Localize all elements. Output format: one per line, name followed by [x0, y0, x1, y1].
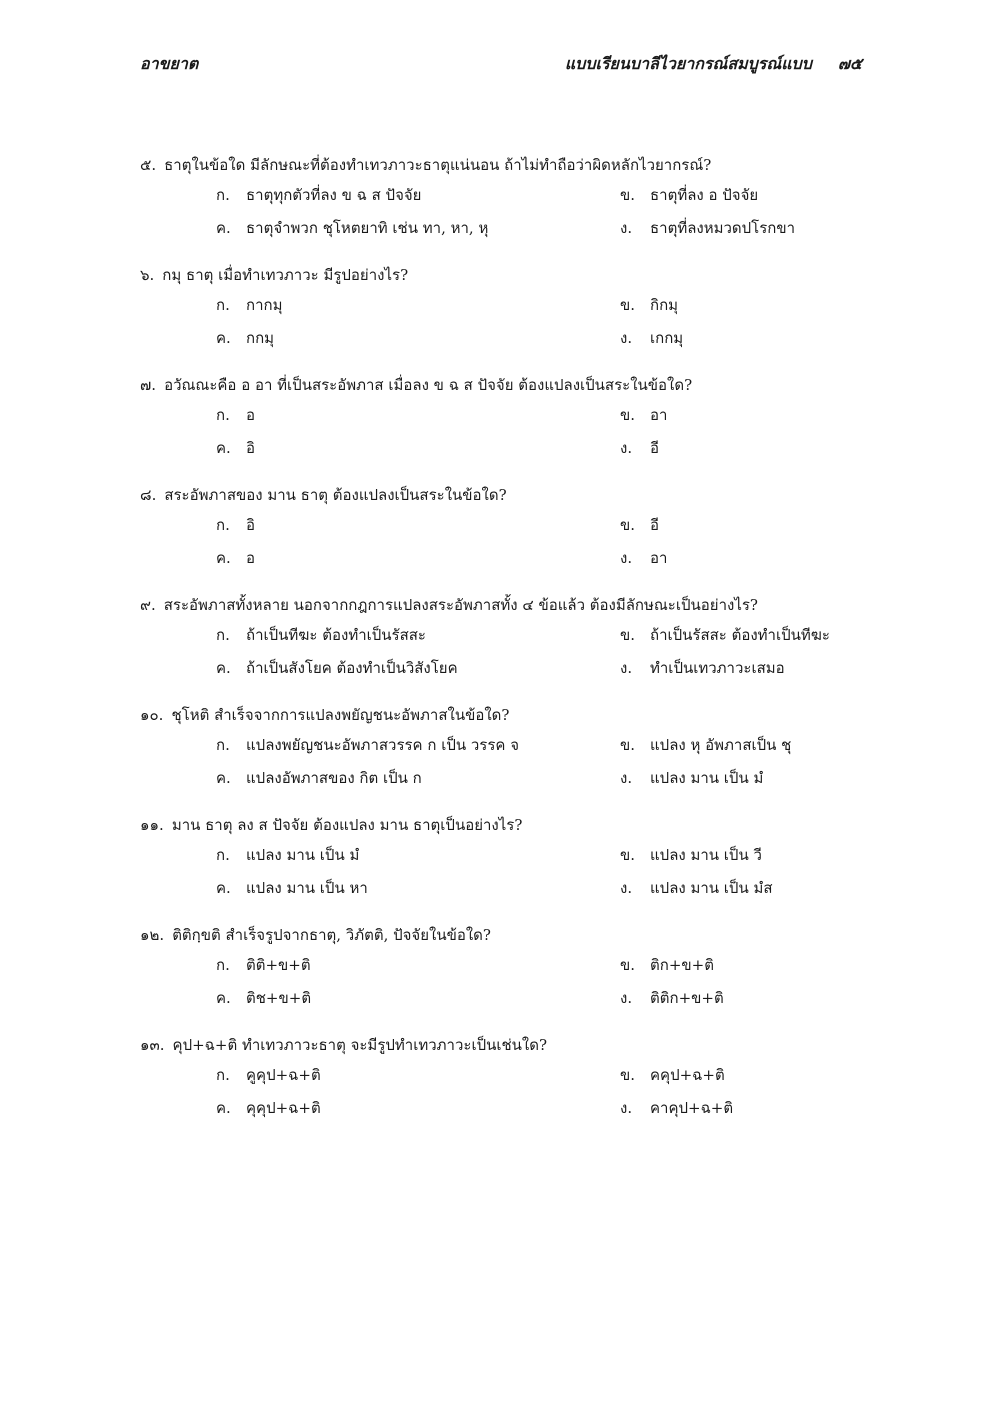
answer-option — [620, 403, 667, 427]
running-head — [565, 52, 862, 77]
option-text: ถ้าเป็นรัสสะ ต้องทำเป็นทีฆะ — [650, 626, 830, 644]
answer-option — [216, 733, 519, 757]
option-text: คุคุป+ฉ+ติ — [246, 1099, 321, 1117]
option-label: ง. — [620, 989, 633, 1007]
option-label: ง. — [620, 659, 633, 677]
answer-option — [620, 766, 763, 790]
answer-option — [216, 986, 311, 1010]
question-list — [140, 150, 870, 1140]
question-line — [140, 920, 870, 950]
option-label: ข. — [620, 296, 636, 314]
option-label: ง. — [620, 439, 633, 457]
option-text: ธาตุที่ลงหมวดปโรกขา — [650, 219, 796, 237]
option-text: ธาตุที่ลง อ ปัจจัย — [650, 186, 759, 204]
option-label: ก. — [216, 956, 230, 974]
answer-option — [216, 293, 282, 317]
option-label: ก. — [216, 846, 230, 864]
answer-option — [216, 843, 359, 867]
option-label: ก. — [216, 406, 230, 424]
option-label: ค. — [216, 769, 231, 787]
option-text: ธาตุทุกตัวที่ลง ข ฉ ส ปัจจัย — [246, 186, 422, 204]
option-row — [140, 1093, 870, 1126]
option-text: กากมุ — [246, 296, 283, 314]
question-number: ๑๓. — [140, 1036, 165, 1054]
question-number: ๗. — [140, 376, 157, 394]
answer-option — [216, 656, 458, 680]
question-text: คุป+ฉ+ติ ทำเทวภาวะธาตุ จะมีรูปทำเทวภาวะเป็นเช่นใด? — [172, 1036, 548, 1054]
question-text: ธาตุในข้อใด มีลักษณะที่ต้องทำเทวภาวะธาตุแน่นอน ถ้าไม่ทำถือว่าผิดหลักไวยากรณ์? — [164, 156, 712, 174]
option-row — [140, 653, 870, 686]
option-label: ก. — [216, 296, 230, 314]
question-text: ติติกฺขติ สำเร็จรูปจากธาตุ, วิภัตติ, ปัจจัยในข้อใด? — [172, 926, 491, 944]
option-row — [140, 323, 870, 356]
option-text: อิ — [246, 439, 256, 457]
answer-option — [216, 183, 421, 207]
option-text: กกมุ — [246, 329, 275, 347]
option-text: คูคุป+ฉ+ติ — [246, 1066, 321, 1084]
question-item — [140, 810, 870, 906]
answer-option — [216, 766, 422, 790]
option-text: ทำเป็นเทวภาวะเสมอ — [650, 659, 785, 677]
option-text: แปลง มาน เป็น มํ — [650, 769, 764, 787]
option-label: ข. — [620, 516, 636, 534]
option-label: ง. — [620, 549, 633, 567]
question-line — [140, 260, 870, 290]
option-text: อ — [246, 549, 256, 567]
option-label: ง. — [620, 769, 633, 787]
option-text: ถ้าเป็นสังโยค ต้องทำเป็นวิสังโยค — [246, 659, 458, 677]
answer-option — [620, 1063, 725, 1087]
question-item — [140, 260, 870, 356]
option-label: ค. — [216, 659, 231, 677]
option-label: ค. — [216, 439, 231, 457]
option-text: ติติก+ข+ติ — [650, 989, 724, 1007]
answer-option — [620, 986, 724, 1010]
answer-option — [216, 1063, 321, 1087]
option-text: แปลงอัพภาสของ กิต เป็น ก — [246, 769, 422, 787]
option-text: ธาตุจำพวก ชุโหตยาทิ เช่น ทา, หา, หุ — [246, 219, 489, 237]
option-text: แปลง มาน เป็น มํส — [650, 879, 773, 897]
option-text: เกกมุ — [650, 329, 684, 347]
question-text: ชุโหติ สำเร็จจากการแปลงพยัญชนะอัพภาสในข้อใด? — [171, 706, 510, 724]
option-text: แปลง มาน เป็น มํ — [246, 846, 360, 864]
option-row — [140, 543, 870, 576]
option-label: ง. — [620, 219, 633, 237]
chapter-title: อาขยาต — [140, 54, 199, 73]
question-line — [140, 370, 870, 400]
question-item — [140, 150, 870, 246]
question-text: กมุ ธาตุ เมื่อทำเทวภาวะ มีรูปอย่างไร? — [162, 266, 409, 284]
option-label: ง. — [620, 879, 633, 897]
option-text: คาคุป+ฉ+ติ — [650, 1099, 734, 1117]
answer-option — [620, 216, 795, 240]
answer-option — [216, 513, 255, 537]
option-label: ก. — [216, 1066, 230, 1084]
answer-option — [620, 326, 683, 350]
answer-option — [216, 326, 274, 350]
option-row — [140, 290, 870, 323]
option-row — [140, 873, 870, 906]
option-label: ค. — [216, 989, 231, 1007]
option-label: ข. — [620, 406, 636, 424]
option-text: อี — [650, 516, 660, 534]
option-text: อา — [650, 549, 668, 567]
option-row — [140, 510, 870, 543]
question-item — [140, 480, 870, 576]
question-number: ๘. — [140, 486, 157, 504]
option-label: ค. — [216, 219, 231, 237]
question-line — [140, 480, 870, 510]
option-row — [140, 433, 870, 466]
option-label: ข. — [620, 846, 636, 864]
question-text: มาน ธาตุ ลง ส ปัจจัย ต้องแปลง มาน ธาตุเป็นอย่างไร? — [171, 816, 523, 834]
answer-option — [620, 843, 762, 867]
option-text: แปลง หุ อัพภาสเป็น ชุ — [650, 736, 792, 754]
answer-option — [620, 1096, 733, 1120]
answer-option — [216, 436, 255, 460]
option-label: ก. — [216, 186, 230, 204]
option-row — [140, 180, 870, 213]
answer-option — [620, 513, 659, 537]
page-header — [140, 52, 862, 80]
answer-option — [620, 293, 678, 317]
answer-option — [620, 436, 659, 460]
option-row — [140, 983, 870, 1016]
option-row — [140, 840, 870, 873]
answer-option — [620, 656, 785, 680]
answer-option — [620, 876, 773, 900]
question-item — [140, 1030, 870, 1126]
answer-option — [620, 623, 830, 647]
question-item — [140, 590, 870, 686]
option-text: กิกมุ — [650, 296, 679, 314]
answer-option — [216, 403, 255, 427]
option-label: ค. — [216, 1099, 231, 1117]
option-text: ติติ+ข+ติ — [246, 956, 311, 974]
option-row — [140, 730, 870, 763]
option-label: ค. — [216, 879, 231, 897]
option-text: ติก+ข+ติ — [650, 956, 714, 974]
option-row — [140, 950, 870, 983]
question-line — [140, 810, 870, 840]
option-label: ง. — [620, 1099, 633, 1117]
option-label: ข. — [620, 186, 636, 204]
page-number: ๗๕ — [837, 54, 862, 73]
question-text: อวัณณะคือ อ อา ที่เป็นสระอัพภาส เมื่อลง ข ฉ ส ปัจจัย ต้องแปลงเป็นสระในข้อใด? — [164, 376, 693, 394]
option-text: อ — [246, 406, 256, 424]
question-number: ๑๑. — [140, 816, 164, 834]
question-text: สระอัพภาสของ มาน ธาตุ ต้องแปลงเป็นสระในข้อใด? — [164, 486, 507, 504]
option-text: อิ — [246, 516, 256, 534]
option-text: แปลงพยัญชนะอัพภาสวรรค ก เป็น วรรค จ — [246, 736, 520, 754]
answer-option — [620, 953, 714, 977]
option-text: อา — [650, 406, 668, 424]
option-label: ข. — [620, 956, 636, 974]
option-row — [140, 213, 870, 246]
option-label: ข. — [620, 736, 636, 754]
question-item — [140, 700, 870, 796]
option-label: ก. — [216, 626, 230, 644]
question-line — [140, 1030, 870, 1060]
question-number: ๕. — [140, 156, 157, 174]
question-number: ๑๒. — [140, 926, 165, 944]
question-number: ๖. — [140, 266, 155, 284]
option-label: ง. — [620, 329, 633, 347]
answer-option — [620, 546, 667, 570]
answer-option — [216, 623, 426, 647]
question-line — [140, 700, 870, 730]
option-text: แปลง มาน เป็น วี — [650, 846, 762, 864]
question-item — [140, 370, 870, 466]
answer-option — [216, 546, 255, 570]
option-text: อี — [650, 439, 660, 457]
question-item — [140, 920, 870, 1016]
option-text: ถ้าเป็นทีฆะ ต้องทำเป็นรัสสะ — [246, 626, 426, 644]
option-text: ติช+ข+ติ — [246, 989, 312, 1007]
answer-option — [216, 953, 311, 977]
option-row — [140, 1060, 870, 1093]
question-text: สระอัพภาสทั้งหลาย นอกจากกฎการแปลงสระอัพภาสทั้ง ๔ ข้อแล้ว ต้องมีลักษณะเป็นอย่างไร? — [163, 596, 758, 614]
answer-option — [216, 876, 368, 900]
question-line — [140, 150, 870, 180]
option-row — [140, 763, 870, 796]
book-title: แบบเรียนบาลีไวยากรณ์สมบูรณ์แบบ — [564, 54, 812, 73]
option-text: คคุป+ฉ+ติ — [650, 1066, 725, 1084]
answer-option — [216, 216, 488, 240]
option-label: ก. — [216, 736, 230, 754]
question-number: ๑๐. — [140, 706, 164, 724]
question-number: ๙. — [140, 596, 156, 614]
option-label: ค. — [216, 549, 231, 567]
option-label: ข. — [620, 1066, 636, 1084]
answer-option — [216, 1096, 321, 1120]
option-text: แปลง มาน เป็น หา — [246, 879, 368, 897]
question-line — [140, 590, 870, 620]
option-label: ก. — [216, 516, 230, 534]
option-label: ข. — [620, 626, 636, 644]
option-row — [140, 620, 870, 653]
option-row — [140, 400, 870, 433]
answer-option — [620, 183, 758, 207]
answer-option — [620, 733, 791, 757]
option-label: ค. — [216, 329, 231, 347]
